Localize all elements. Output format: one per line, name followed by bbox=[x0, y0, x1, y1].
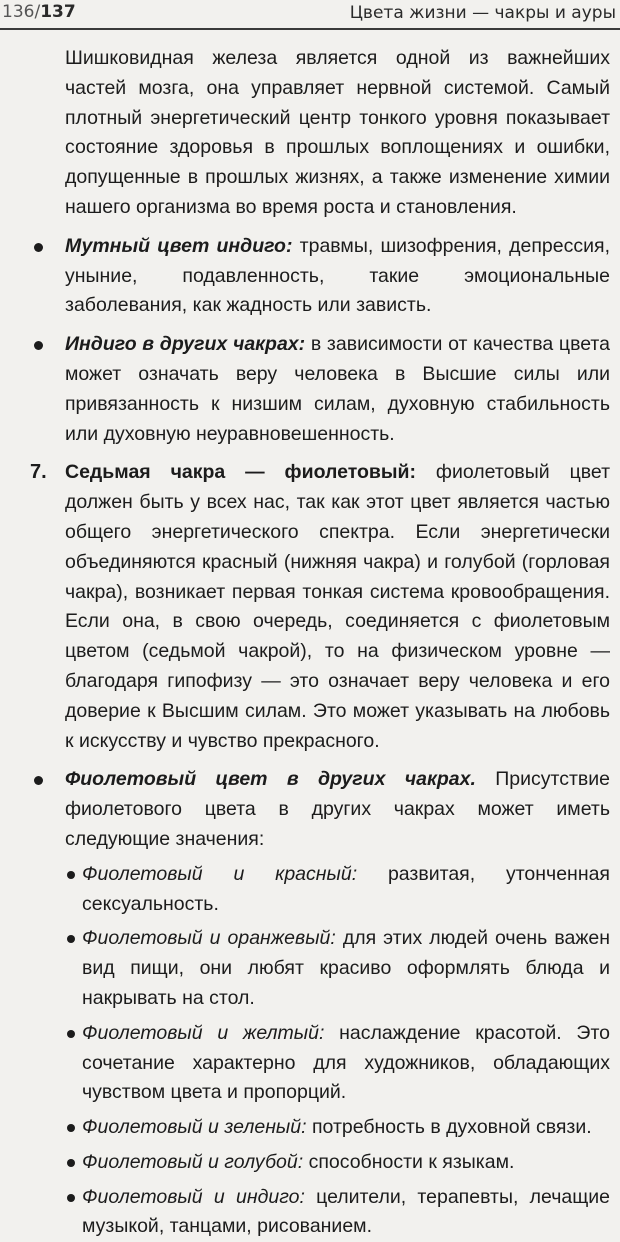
sub-item-lead: Фиолетовый и голубой: bbox=[82, 1150, 304, 1173]
list-item-lead: Индиго в других чакрах: bbox=[65, 333, 306, 356]
list-item-indigo-other-chakras bbox=[30, 330, 610, 449]
section-lead: Седьмая чакра — фиолетовый: bbox=[65, 461, 417, 484]
sub-item-lead: Фиолетовый и желтый: bbox=[82, 1021, 325, 1044]
list-item-lead: Фиолетовый цвет в других чакрах. bbox=[65, 768, 476, 791]
sub-list-item bbox=[65, 924, 610, 1013]
bullet-icon bbox=[67, 1124, 75, 1132]
section-text: фиолетовый цвет должен быть у всех нас, так как этот цвет является частью общего энергетического спектра. Если энергетически объединяются красный (нижняя чакра) и голубой (горловая чакра), возникает первая тонкая система кровообращения. Если она, в свою очередь, соединяется с фиолетовым цветом (седьмой чакрой), то на физическом уровне — благодаря гипофизу — это означает веру человека и его доверие к Высшим силам. Это может указывать на любовь к искусству и чувство прекрасного. bbox=[65, 461, 611, 752]
sub-list-item bbox=[65, 1148, 610, 1178]
bullet-icon bbox=[34, 243, 43, 252]
sub-list-item bbox=[65, 860, 610, 920]
sub-item-text: для этих людей очень важен вид пищи, они любят красиво оформлять блюда и накрывать на стол. bbox=[82, 927, 611, 1009]
page-number bbox=[2, 2, 76, 22]
bullet-icon bbox=[34, 776, 43, 785]
section-number: 7. bbox=[30, 461, 47, 484]
list-item-lead: Мутный цвет индиго: bbox=[65, 234, 293, 257]
list-item-murky-indigo bbox=[30, 232, 610, 321]
sub-list-item bbox=[65, 1113, 610, 1143]
bullet-icon bbox=[67, 1159, 75, 1167]
list-item-text: в зависимости от качества цвета может означать веру человека в Высшие силы или привязанность к низшим силам, духовную стабильность или духовную неуравновешенность. bbox=[65, 333, 610, 445]
running-title: Цвета жизни — чакры и ауры bbox=[349, 3, 616, 23]
page-number-current: 137 bbox=[40, 2, 76, 22]
sub-item-lead: Фиолетовый и зеленый: bbox=[82, 1116, 307, 1139]
sub-item-lead: Фиолетовый и оранжевый: bbox=[82, 927, 336, 950]
sub-item-lead: Фиолетовый и индиго: bbox=[82, 1185, 305, 1208]
sub-item-text: наслаждение красотой. Это сочетание характерно для художников, обладающих чувством цвета и пропорций. bbox=[82, 1021, 610, 1104]
list-item-text: травмы, шизофрения, депрессия, уныние, подавленность, такие эмоциональные заболевания, как жадность или зависть. bbox=[65, 234, 610, 317]
section-seventh-chakra bbox=[30, 458, 610, 756]
violet-combinations-list bbox=[30, 860, 610, 1242]
sub-list-item bbox=[65, 1183, 610, 1242]
bullet-icon bbox=[67, 1030, 75, 1038]
intro-paragraph: Шишковидная железа является одной из важнейших частей мозга, она управляет нервной системой. Самый плотный энергетический центр тонкого уровня показывает состояние здоровья в прошлых воплощениях и ошибки, допущенные в прошлых жизнях, а также изменение химии нашего организма во время роста и становления. bbox=[65, 47, 610, 218]
list-item-violet-other-chakras bbox=[30, 765, 610, 854]
bullet-icon bbox=[34, 341, 43, 350]
sub-list-item bbox=[65, 1019, 610, 1108]
sub-item-text: целители, терапевты, лечащие музыкой, танцами, рисованием. bbox=[82, 1185, 611, 1238]
bullet-icon bbox=[67, 871, 75, 879]
sub-item-text: способности к языкам. bbox=[303, 1150, 515, 1173]
bullet-icon bbox=[67, 1194, 75, 1202]
sub-item-text: потребность в духовной связи. bbox=[306, 1116, 592, 1139]
sub-item-lead: Фиолетовый и красный: bbox=[82, 862, 358, 885]
page-number-prev: 136/ bbox=[2, 2, 41, 22]
sub-item-text: развитая, утонченная сексуальность. bbox=[82, 862, 610, 915]
page-header bbox=[0, 0, 620, 30]
bullet-icon bbox=[67, 935, 75, 943]
list-item-text: Присутствие фиолетового цвета в других чакрах может иметь следующие значения: bbox=[65, 768, 610, 850]
page-body bbox=[30, 44, 610, 1242]
